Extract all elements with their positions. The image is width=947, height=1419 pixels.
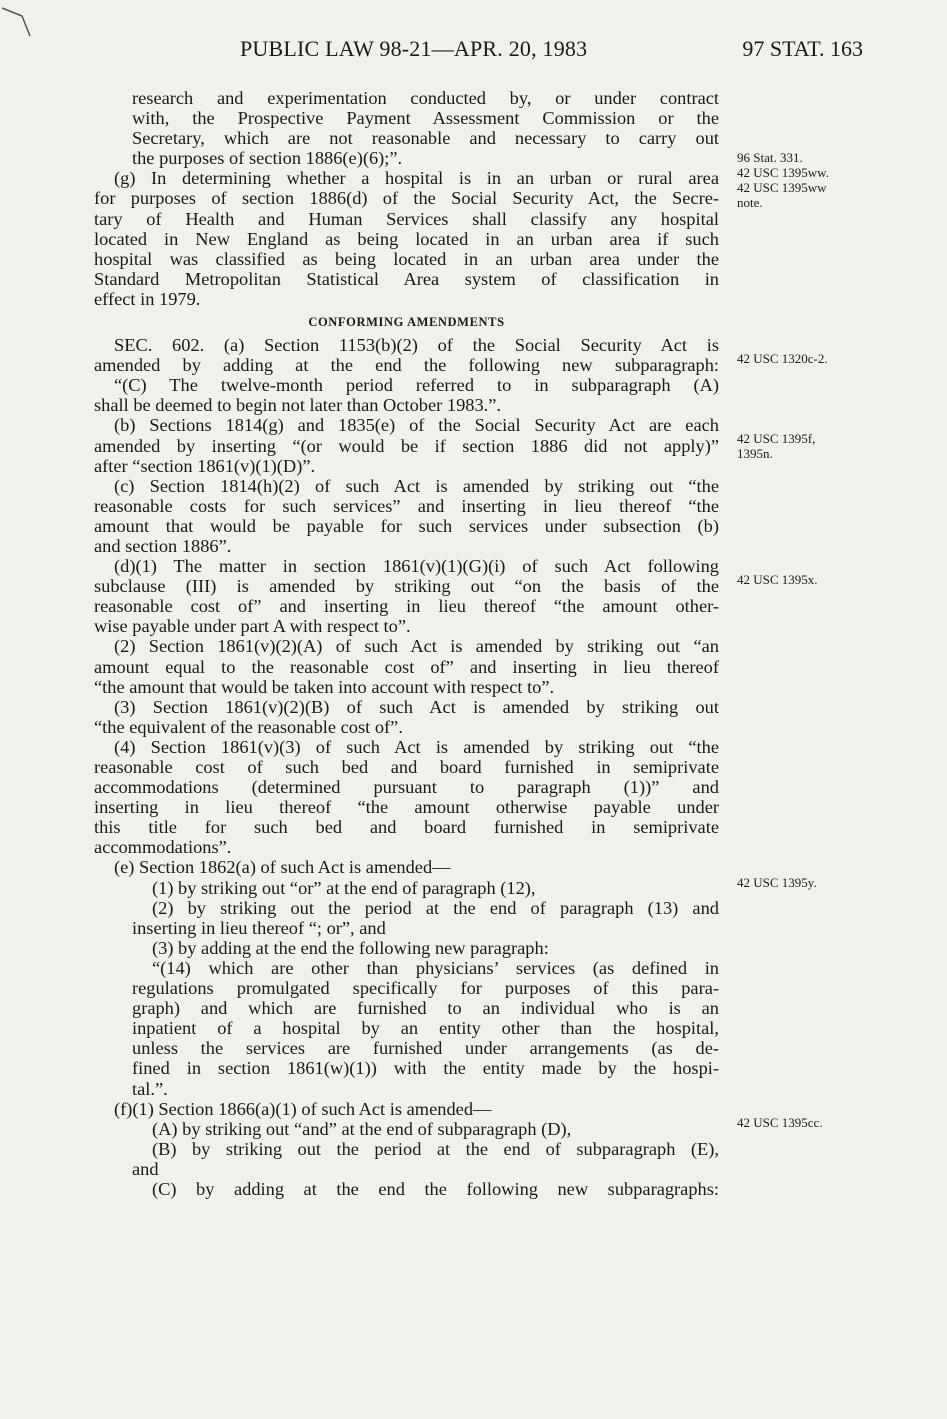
text-line: reasonable cost of” and inserting in lieu thereof “the amount other- [94, 596, 719, 617]
margin-note-line: 42 USC 1395ww [737, 180, 827, 195]
text-line: accommodations (determined pursuant to paragraph (1))” and [94, 777, 719, 798]
paragraph [94, 898, 719, 938]
text-line: this title for such bed and board furnished in semiprivate [94, 817, 719, 838]
text-line: inpatient of a hospital by an entity other than the hospital, [132, 1018, 719, 1039]
text-line: amount that would be payable for such services under subsection (b) [94, 515, 719, 536]
text-line: (A) by striking out “and” at the end of subparagraph (D), [152, 1118, 572, 1139]
text-line: “the equivalent of the reasonable cost of”. [94, 716, 403, 737]
text-line: Standard Metropolitan Statistical Area system of classification in [94, 268, 719, 289]
text-line: fined in section 1861(w)(1)) with the entity made by the hospi- [132, 1058, 719, 1079]
paragraph [94, 636, 719, 696]
paragraph [94, 415, 719, 475]
text-line: (2) by striking out the period at the end of paragraph (13) and [152, 897, 719, 918]
page-header [0, 36, 947, 66]
margin-note-line: 42 USC 1320c-2. [737, 351, 828, 366]
text-line: (B) by striking out the period at the end of subparagraph (E), [152, 1138, 719, 1159]
text-line: with, the Prospective Payment Assessment Commission or the [132, 108, 719, 129]
paragraph [94, 697, 719, 737]
text-line: “(14) which are other than physicians’ services (as defined in [152, 957, 719, 978]
margin-note-line: 1395n. [737, 446, 773, 461]
text-line: SEC. 602. (a) Section 1153(b)(2) of the Social Security Act is [114, 335, 719, 356]
text-line: “the amount that would be taken into account with respect to”. [94, 676, 555, 697]
text-line: amount equal to the reasonable cost of” and inserting in lieu thereof [94, 656, 719, 677]
text-line: (2) Section 1861(v)(2)(A) of such Act is amended by striking out “an [114, 636, 719, 657]
margin-note-line: 42 USC 1395cc. [737, 1115, 823, 1130]
text-line: (c) Section 1814(h)(2) of such Act is amended by striking out “the [114, 475, 719, 496]
paragraph [94, 88, 719, 168]
margin-note-line: 42 USC 1395f, [737, 431, 816, 446]
text-line: (C) by adding at the end the following new subparagraphs: [152, 1178, 719, 1199]
text-line: (g) In determining whether a hospital is in an urban or rural area [114, 168, 719, 189]
margin-note [737, 572, 818, 587]
text-line: (4) Section 1861(v)(3) of such Act is amended by striking out “the [114, 736, 719, 757]
text-line: (d)(1) The matter in section 1861(v)(1)(G)(i) of such Act following [114, 556, 719, 577]
text-line: inserting in lieu thereof “; or”, and [132, 917, 386, 938]
text-line: reasonable costs for such services” and inserting in lieu thereof “the [94, 495, 719, 516]
text-line: accommodations”. [94, 837, 232, 858]
text-line: wise payable under part A with respect to”. [94, 616, 411, 637]
paragraph [94, 938, 719, 958]
text-line: amended by inserting “(or would be if section 1886 did not apply)” [94, 435, 719, 456]
paragraph [94, 1179, 719, 1199]
text-line: (b) Sections 1814(g) and 1835(e) of the Social Security Act are each [114, 415, 719, 436]
text-line: “(C) The twelve-month period referred to in subparagraph (A) [114, 375, 719, 396]
paragraph [94, 1119, 719, 1139]
text-line: and section 1886”. [94, 535, 232, 556]
paragraph [94, 168, 719, 309]
body-text [94, 88, 719, 1199]
text-line: reasonable cost of such bed and board furnished in semiprivate [94, 757, 719, 777]
text-line: the purposes of section 1886(e)(6);”. [132, 148, 403, 169]
paragraph [94, 878, 719, 898]
text-line: (f)(1) Section 1866(a)(1) of such Act is amended— [114, 1098, 492, 1119]
text-line: graph) and which are furnished to an individual who is an [132, 998, 719, 1019]
paragraph [94, 737, 719, 858]
paragraph [94, 857, 719, 877]
margin-note [737, 150, 829, 210]
text-line: shall be deemed to begin not later than October 1983.”. [94, 395, 502, 416]
margin-note-line: 42 USC 1395ww. [737, 165, 829, 180]
margin-note [737, 1115, 823, 1130]
text-line: subclause (III) is amended by striking out “on the basis of the [94, 576, 719, 597]
margin-note-line: 42 USC 1395y. [737, 875, 817, 890]
margin-note [737, 431, 815, 461]
paragraph [94, 335, 719, 415]
paragraph [94, 1139, 719, 1179]
text-line: (3) Section 1861(v)(2)(B) of such Act is amended by striking out [114, 696, 719, 717]
corner-scan-mark [0, 0, 40, 40]
paragraph [94, 556, 719, 636]
margin-note-line: note. [737, 195, 763, 210]
section-heading: CONFORMING AMENDMENTS [308, 315, 505, 330]
text-line: tary of Health and Human Services shall classify any hospital [94, 208, 719, 229]
text-line: regulations promulgated specifically for purposes of this para- [132, 978, 719, 999]
text-line: hospital was classified as being located in an urban area under the [94, 248, 719, 269]
text-line: tal.”. [132, 1078, 168, 1099]
text-line: for purposes of section 1886(d) of the Social Security Act, the Secre- [94, 188, 719, 209]
text-line: (1) by striking out “or” at the end of paragraph (12), [152, 877, 536, 898]
paragraph [94, 958, 719, 1099]
text-line: Secretary, which are not reasonable and necessary to carry out [132, 128, 719, 149]
running-head: PUBLIC LAW 98-21—APR. 20, 1983 [240, 36, 588, 61]
margin-note [737, 351, 828, 366]
text-line: unless the services are furnished under arrangements (as de- [132, 1038, 719, 1059]
text-line: (3) by adding at the end the following new paragraph: [152, 937, 549, 958]
text-line: effect in 1979. [94, 288, 201, 309]
paragraph [94, 476, 719, 556]
stat-page-reference: 97 STAT. 163 [742, 36, 863, 61]
margin-note [737, 875, 817, 890]
margin-note-line: 42 USC 1395x. [737, 572, 818, 587]
text-line: amended by adding at the end the following new subparagraph: [94, 355, 719, 376]
text-line: (e) Section 1862(a) of such Act is amended— [114, 857, 451, 878]
text-line: inserting in lieu thereof “the amount otherwise payable under [94, 797, 719, 818]
paragraph [94, 1099, 719, 1119]
margin-note-line: 96 Stat. 331. [737, 150, 803, 165]
text-line: and [132, 1158, 159, 1179]
text-line: located in New England as being located in an urban area if such [94, 228, 719, 249]
text-line: research and experimentation conducted by, or under contract [132, 88, 719, 108]
text-line: after “section 1861(v)(1)(D)”. [94, 455, 316, 476]
